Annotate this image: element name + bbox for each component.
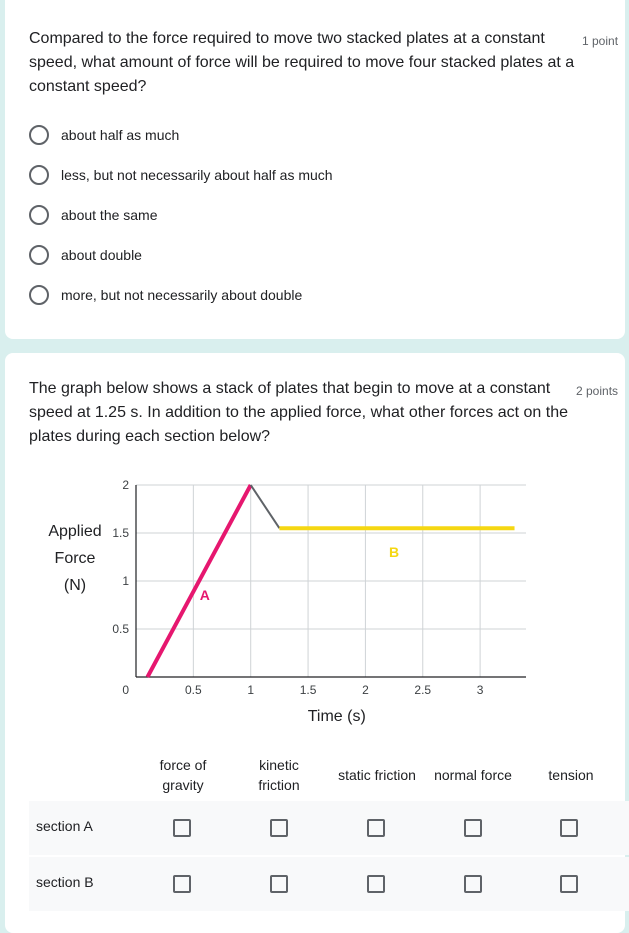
option-less[interactable] xyxy=(29,163,333,187)
chart-tick-labels xyxy=(112,478,483,697)
checkbox-b-kinetic-friction[interactable] xyxy=(270,875,288,893)
row-label: section A xyxy=(36,818,93,834)
y-tick-label: 1 xyxy=(122,574,129,588)
column-header-tension: tension xyxy=(548,767,594,783)
option-label: more, but not necessarily about double xyxy=(61,287,303,303)
column-header-static-friction: static friction xyxy=(338,767,416,783)
option-label: about the same xyxy=(61,207,158,223)
series-line-transition xyxy=(251,485,280,528)
grid-row-section-a xyxy=(29,801,629,855)
question-2-points: 2 points xyxy=(576,384,619,398)
radio-button[interactable] xyxy=(29,285,49,305)
radio-button[interactable] xyxy=(29,205,49,225)
y-label-line: Force xyxy=(54,550,96,567)
column-header-kinetic-friction: kinetic friction xyxy=(258,757,300,793)
annotation-a: A xyxy=(199,587,210,604)
checkbox-a-gravity[interactable] xyxy=(173,819,191,837)
column-header-gravity: force of gravity xyxy=(159,757,207,793)
grid-row-section-b xyxy=(29,857,629,911)
option-about-double[interactable] xyxy=(29,243,142,267)
y-tick-label: 0.5 xyxy=(112,622,129,636)
option-label: about half as much xyxy=(61,127,180,143)
checkbox-b-static-friction[interactable] xyxy=(367,875,385,893)
checkbox-a-kinetic-friction[interactable] xyxy=(270,819,288,837)
x-tick-label: 1 xyxy=(247,683,255,697)
x-tick-label: 0.5 xyxy=(185,683,202,697)
checkbox-a-normal-force[interactable] xyxy=(464,819,482,837)
chart-y-label xyxy=(48,523,101,594)
row-label: section B xyxy=(36,874,94,890)
y-tick-label: 1.5 xyxy=(112,526,129,540)
option-label: about double xyxy=(61,247,142,263)
y-label-line: Applied xyxy=(48,523,102,540)
option-about-half[interactable] xyxy=(29,123,179,147)
radio-button[interactable] xyxy=(29,245,49,265)
x-tick-label: 2 xyxy=(362,683,369,697)
x-tick-label: 3 xyxy=(476,683,484,697)
question-1-points: 1 point xyxy=(582,34,619,48)
option-more[interactable] xyxy=(29,283,302,307)
question-2-text: The graph below shows a stack of plates that begin to move at a constant speed at 1.25 s. In addition to the applied force, what other forces act on the plates during each section below? xyxy=(29,380,569,445)
checkbox-a-static-friction[interactable] xyxy=(367,819,385,837)
chart-annotations xyxy=(200,544,399,603)
y-label-line: (N) xyxy=(63,577,87,594)
applied-force-chart xyxy=(25,471,585,731)
checkbox-a-tension[interactable] xyxy=(560,819,578,837)
radio-button[interactable] xyxy=(29,125,49,145)
chart-grid xyxy=(136,485,526,677)
y-tick-label: 2 xyxy=(122,478,129,492)
chart-x-label: Time (s) xyxy=(307,708,366,725)
question-card-1 xyxy=(5,0,625,339)
checkbox-b-normal-force[interactable] xyxy=(464,875,482,893)
question-1-text: Compared to the force required to move two stacked plates at a constant speed, what amount of force will be required to move four stacked plates at a constant speed? xyxy=(29,30,575,95)
option-about-same[interactable] xyxy=(29,203,158,227)
x-tick-label: 2.5 xyxy=(414,683,432,697)
checkbox-b-tension[interactable] xyxy=(560,875,578,893)
radio-button[interactable] xyxy=(29,165,49,185)
option-label: less, but not necessarily about half as much xyxy=(61,167,333,183)
checkbox-b-gravity[interactable] xyxy=(173,875,191,893)
x-tick-label: 1.5 xyxy=(299,683,317,697)
question-card-2 xyxy=(5,353,625,933)
column-header-normal-force: normal force xyxy=(434,767,512,783)
annotation-b: B xyxy=(389,544,400,560)
origin-tick-label: 0 xyxy=(122,683,129,697)
